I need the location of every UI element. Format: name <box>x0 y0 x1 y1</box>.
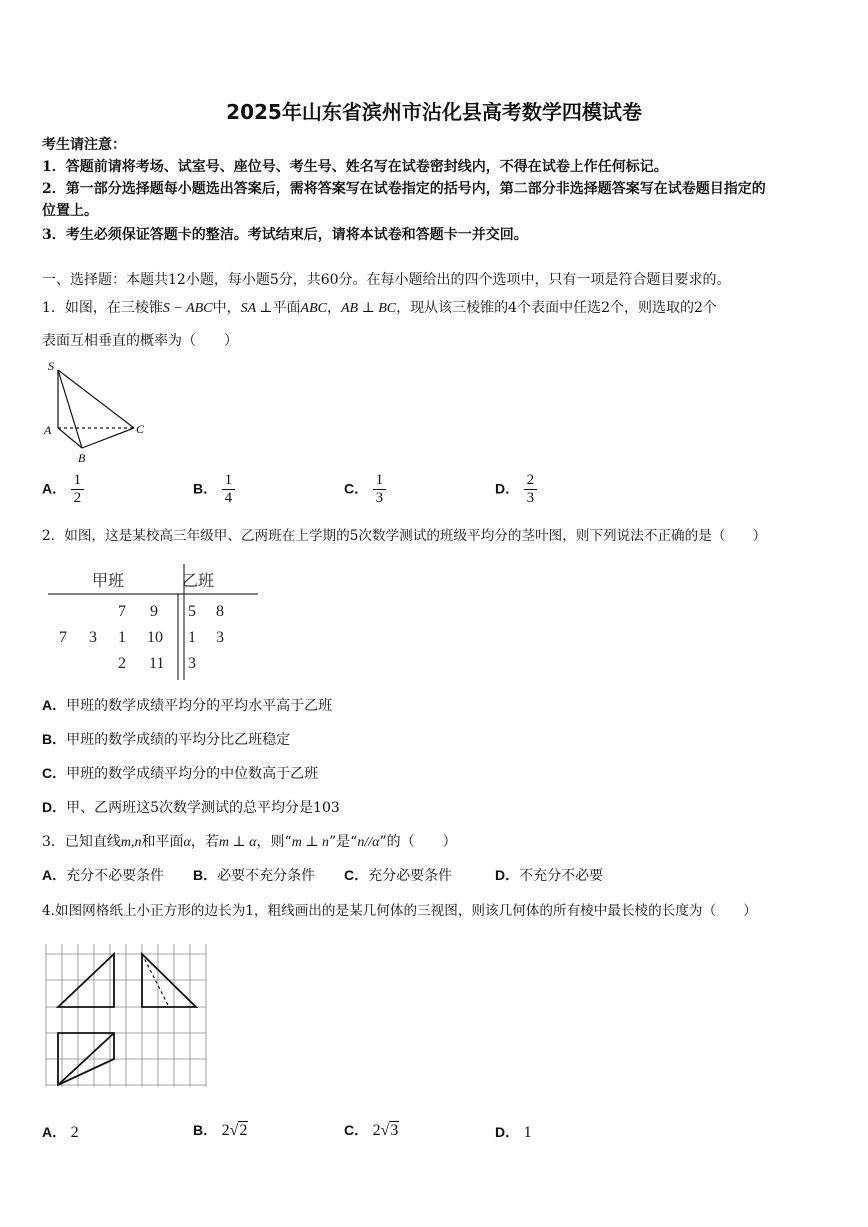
q2-option-b-label: B． <box>42 731 67 747</box>
q1-label-a: A <box>44 423 52 437</box>
q1-option-a-label: A． <box>42 480 67 497</box>
q4-option-b-label: B． <box>193 1122 218 1138</box>
q4-option-d-text: 1 <box>523 1124 532 1141</box>
q1-option-b-num: 1 <box>222 472 236 490</box>
q2-r1-r2: 8 <box>216 603 224 620</box>
q4-stem: 4.如图网格纸上小正方形的边长为1，粗线画出的是某几何体的三视图，则该几何体的所有棱中最长棱的长度为（ ） <box>42 903 757 919</box>
q1-option-d-label: D． <box>495 480 520 497</box>
q1-option-d-num: 2 <box>524 472 538 490</box>
q1-option-c-fraction <box>373 472 387 507</box>
q1-option-b[interactable] <box>193 472 235 507</box>
q2-stem: 2．如图，这是某校高三年级甲、乙两班在上学期的5次数学测试的班级平均分的茎叶图，则下列说法不正确的是（ ） <box>42 528 767 544</box>
q3-option-b-label: B． <box>193 867 218 883</box>
q3-math-n-parallel-alpha: n//α <box>357 835 380 850</box>
q4-option-c-value: 2√3 <box>372 1122 399 1139</box>
q2-header-right: 乙班 <box>182 573 215 590</box>
q2-option-d-label: D． <box>42 799 67 815</box>
q2-r3-l3: 2 <box>118 655 126 672</box>
q1-math-abc: ABC <box>300 301 327 316</box>
q3-text-3: ，若 <box>190 834 219 850</box>
q1-option-a-den: 2 <box>73 490 82 506</box>
q4-option-b-coef: 2 <box>221 1122 230 1139</box>
q3-option-c[interactable] <box>344 865 452 885</box>
q2-option-a-text: 甲班的数学成绩平均分的平均水平高于乙班 <box>66 698 333 714</box>
q4-three-view-grid <box>44 942 210 1090</box>
q4-option-c-coef: 2 <box>372 1122 381 1139</box>
q1-label-s: S <box>48 359 54 373</box>
q1-option-d-den: 3 <box>526 490 535 506</box>
q1-option-b-label: B． <box>193 480 218 497</box>
q3-option-b-text: 必要不充分条件 <box>217 868 316 884</box>
q4-option-b-rad: 2 <box>239 1122 248 1139</box>
q1-option-c-label: C． <box>344 480 369 497</box>
q1-label-c: C <box>136 422 145 436</box>
q3-stem <box>42 831 457 851</box>
q3-option-a-text: 充分不必要条件 <box>66 868 165 884</box>
q1-pyramid-figure <box>40 358 150 466</box>
q1-math-ab-perp-bc: AB ⊥ BC <box>340 301 397 316</box>
q4-option-b-value: 2√2 <box>221 1122 248 1139</box>
q2-r3-stem: 11 <box>149 655 165 672</box>
q3-math-mn: m,n <box>120 835 142 850</box>
q3-math-m-perp-alpha: m ⊥ α <box>218 835 257 850</box>
q2-option-d[interactable] <box>42 797 340 817</box>
q3-option-d-text: 不充分不必要 <box>519 868 604 884</box>
q3-math-m-perp-n: m ⊥ n <box>291 835 329 850</box>
q3-text-4: ，则“ <box>256 834 292 850</box>
q3-text-6: ”的（ ） <box>379 834 457 850</box>
q1-text-d: ，现从该三棱锥的4个表面中任选2个，则选取的2个 <box>396 300 717 316</box>
q1-option-b-fraction <box>222 472 236 507</box>
q1-option-c[interactable] <box>344 472 386 507</box>
q2-stem-leaf-plot <box>44 562 264 684</box>
q2-r2-l3: 1 <box>118 629 126 646</box>
q4-option-d[interactable] <box>495 1122 532 1142</box>
q3-option-b[interactable] <box>193 865 315 885</box>
q3-option-a-label: A． <box>42 867 67 883</box>
q2-r2-l2: 3 <box>89 629 97 646</box>
q1-option-a-num: 1 <box>71 472 85 490</box>
notice-item-2: 2．第一部分选择题每小题选出答案后，需将答案写在试卷指定的括号内，第二部分非选择题答案写在试卷题目指定的 <box>42 181 766 197</box>
q1-option-d[interactable] <box>495 472 537 507</box>
q3-option-d-label: D． <box>495 867 520 883</box>
q4-option-a-label: A． <box>42 1124 67 1140</box>
q3-option-c-text: 充分必要条件 <box>368 868 453 884</box>
q2-option-c-text: 甲班的数学成绩平均分的中位数高于乙班 <box>66 766 319 782</box>
notice-item-1: 1．答题前请将考场、试室号、座位号、考生号、姓名写在试卷密封线内，不得在试卷上作任何标记。 <box>42 159 668 175</box>
q1-stem-line1 <box>42 297 717 317</box>
q2-option-a-label: A． <box>42 697 67 713</box>
q4-option-a[interactable] <box>42 1122 79 1142</box>
q1-sep: ， <box>326 300 341 316</box>
q4-option-a-text: 2 <box>70 1124 79 1141</box>
notice-item-3: 3．考生必须保证答题卡的整洁。考试结束后，请将本试卷和答题卡一并交回。 <box>42 227 528 243</box>
q2-r2-r1: 1 <box>188 629 196 646</box>
section-heading: 一、选择题：本题共12小题，每小题5分，共60分。在每小题给出的四个选项中，只有一项是符合题目要求的。 <box>42 272 731 288</box>
q3-text-1: 3．已知直线 <box>42 834 121 850</box>
q1-text-b: 中， <box>212 300 241 316</box>
q1-label-b: B <box>78 451 86 465</box>
q2-header-left: 甲班 <box>92 573 125 590</box>
q2-option-d-text: 甲、乙两班这5次数学测试的总平均分是103 <box>66 800 340 816</box>
q2-r1-stem: 9 <box>150 603 158 620</box>
q1-option-b-den: 4 <box>224 490 233 506</box>
q4-option-b[interactable] <box>193 1120 248 1140</box>
page-title: 2025年山东省滨州市沾化县高考数学四模试卷 <box>226 100 642 124</box>
q2-r2-r2: 3 <box>216 629 224 646</box>
q3-text-2: 和平面 <box>141 834 184 850</box>
q1-option-a-fraction <box>71 472 85 507</box>
q1-math-sabc: S − ABC <box>162 301 213 316</box>
q3-option-d[interactable] <box>495 865 603 885</box>
q2-option-c-label: C． <box>42 765 67 781</box>
q2-option-a[interactable] <box>42 695 332 715</box>
q1-text-c: 平面 <box>272 300 301 316</box>
q2-r2-l1: 7 <box>59 629 67 646</box>
notice-item-2-cont: 位置上。 <box>42 203 98 219</box>
q4-option-d-label: D． <box>495 1124 520 1140</box>
q1-math-sa-perp: SA ⊥ <box>240 301 273 316</box>
q2-option-b[interactable] <box>42 729 290 749</box>
notice-heading: 考生请注意： <box>42 137 126 153</box>
q2-r3-r1: 3 <box>188 655 196 672</box>
q2-r2-stem: 10 <box>147 629 163 646</box>
q3-math-alpha: α <box>183 835 191 850</box>
q4-option-c-rad: 3 <box>390 1122 399 1139</box>
q1-stem-line2: 表面互相垂直的概率为（ ） <box>42 333 238 349</box>
q4-option-c-label: C． <box>344 1122 369 1138</box>
q3-text-5: ”是“ <box>328 834 358 850</box>
q2-option-b-text: 甲班的数学成绩的平均分比乙班稳定 <box>66 732 291 748</box>
q2-r1-r1: 5 <box>188 603 196 620</box>
q3-option-c-label: C． <box>344 867 369 883</box>
q1-option-a[interactable] <box>42 472 84 507</box>
q1-text-a: 1．如图，在三棱锥 <box>42 300 163 316</box>
q3-option-a[interactable] <box>42 865 164 885</box>
q1-option-c-num: 1 <box>373 472 387 490</box>
q2-option-c[interactable] <box>42 763 318 783</box>
q2-r1-l3: 7 <box>118 603 126 620</box>
q4-option-c[interactable] <box>344 1120 399 1140</box>
q1-option-c-den: 3 <box>375 490 384 506</box>
q1-option-d-fraction <box>524 472 538 507</box>
